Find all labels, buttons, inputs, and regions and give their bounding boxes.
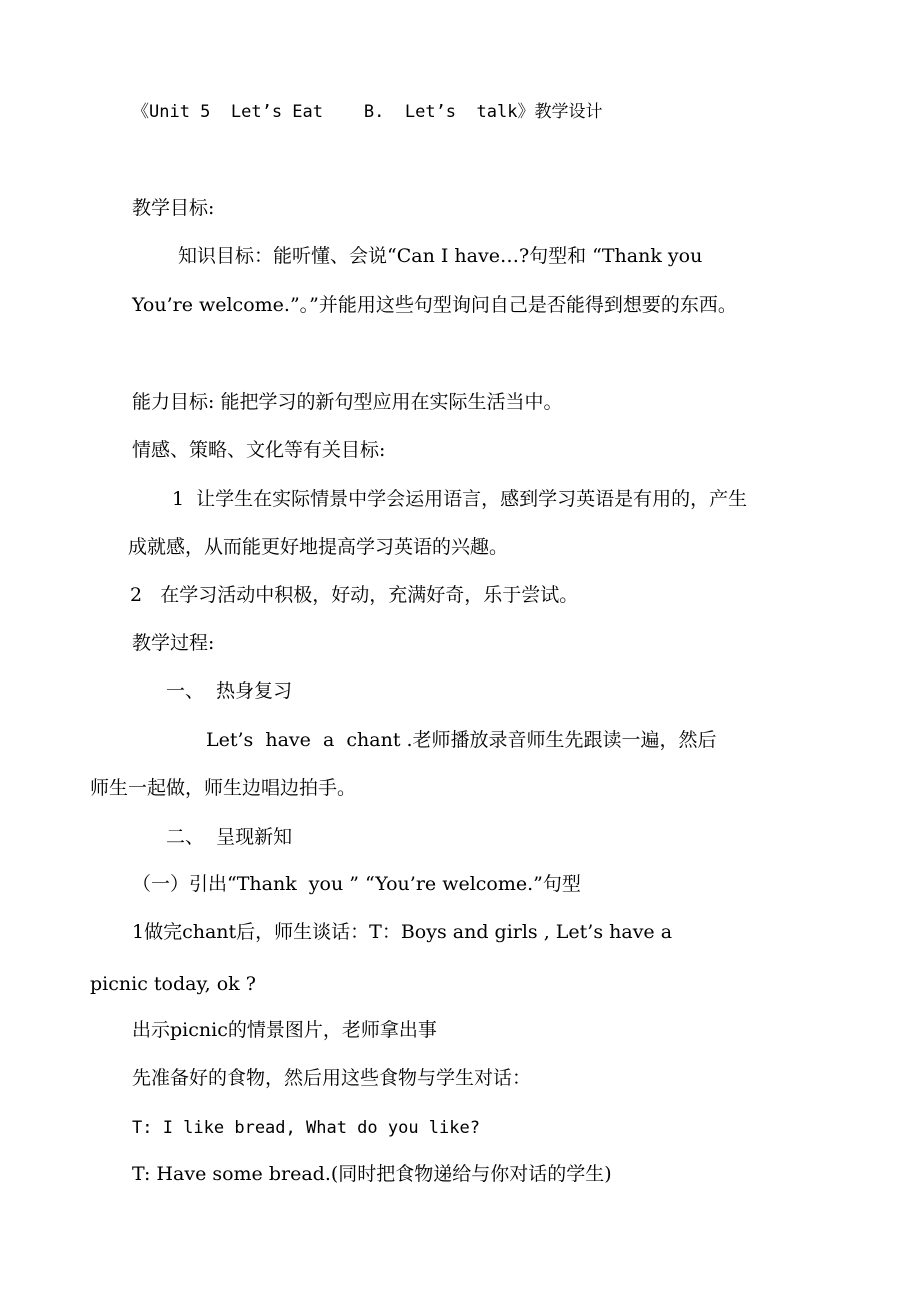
paragraph-chant-cont: 师生一起做，师生边唱边拍手。 bbox=[90, 777, 357, 799]
heading-emotion-goals: 情感、策略、文化等有关目标: bbox=[132, 439, 386, 461]
subsection-thank-you: （一）引出“Thank you ” “You’re welcome.”句型 bbox=[132, 873, 581, 895]
heading-teaching-process: 教学过程: bbox=[132, 632, 215, 654]
paragraph-knowledge-goal: 知识目标：能听懂、会说“Can I have…?句型和 “Thank you bbox=[178, 245, 703, 267]
heading-teaching-goals: 教学目标: bbox=[132, 197, 215, 219]
paragraph-step-1-cont: picnic today, ok ? bbox=[90, 973, 256, 995]
paragraph-chant: Let’s have a chant .老师播放录音师生先跟读一遍，然后 bbox=[206, 729, 717, 751]
dialogue-line-2: T: Have some bread.(同时把食物递给与你对话的学生) bbox=[132, 1163, 612, 1185]
list-item-2: 2 在学习活动中积极，好动，充满好奇，乐于尝试。 bbox=[130, 584, 579, 606]
paragraph-picnic: 出示picnic的情景图片，老师拿出事 bbox=[132, 1019, 437, 1041]
section-new-knowledge: 二、 呈现新知 bbox=[166, 826, 293, 848]
document-title: 《Unit 5 Let’s Eat B. Let’s talk》教学设计 bbox=[132, 102, 603, 122]
paragraph-picnic-cont: 先准备好的食物，然后用这些食物与学生对话： bbox=[132, 1067, 532, 1089]
dialogue-line-1: T: I like bread, What do you like? bbox=[132, 1118, 480, 1138]
list-item-1: 1 让学生在实际情景中学会运用语言，感到学习英语是有用的，产生 bbox=[172, 488, 748, 510]
section-warmup: 一、 热身复习 bbox=[166, 680, 293, 702]
paragraph-ability-goal: 能力目标: 能把学习的新句型应用在实际生活当中。 bbox=[132, 391, 563, 413]
paragraph-step-1: 1做完chant后，师生谈话：T：Boys and girls , Let’s have a bbox=[132, 921, 673, 943]
paragraph-knowledge-goal-cont: You’re welcome.”。”并能用这些句型询问自己是否能得到想要的东西。 bbox=[132, 294, 737, 316]
list-item-1-cont: 成就感，从而能更好地提高学习英语的兴趣。 bbox=[128, 536, 509, 558]
